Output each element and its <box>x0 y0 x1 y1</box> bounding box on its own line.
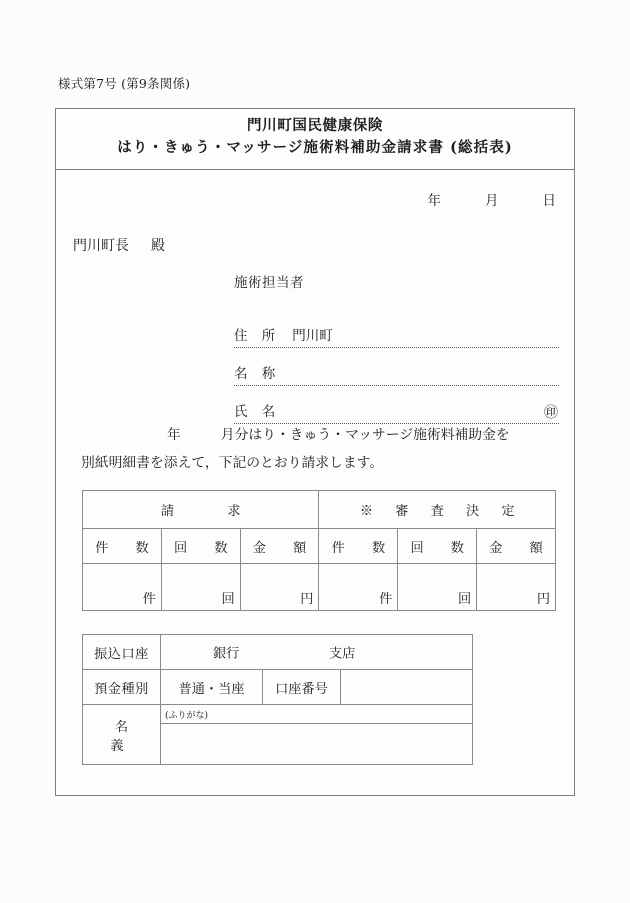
claim-value-review-cases[interactable]: 件 <box>319 564 398 611</box>
practitioner-office-row[interactable] <box>234 348 559 386</box>
claim-col-review-cases: 件 数 <box>319 529 398 564</box>
claim-col-request-times: 回 数 <box>161 529 240 564</box>
bank-table <box>82 634 473 765</box>
title-line-2: はり・きゅう・マッサージ施術料補助金請求書 (総括表) <box>117 138 513 156</box>
claim-group-request: 請 求 <box>83 491 319 529</box>
addressee-honorific: 殿 <box>151 238 165 254</box>
claim-value-request-cases[interactable]: 件 <box>83 564 162 611</box>
practitioner-address-value: 門川町 <box>292 328 333 344</box>
body-year-label: 年 <box>167 427 181 443</box>
form-frame <box>55 108 575 796</box>
deposit-type-value[interactable]: 普通・当座 <box>161 670 263 705</box>
account-number-value[interactable] <box>341 670 473 705</box>
title-block <box>56 109 574 170</box>
addressee-name: 門川町長 <box>73 238 129 254</box>
practitioner-block <box>234 271 559 424</box>
claim-table-group-row <box>83 491 556 529</box>
practitioner-address-label-group <box>234 324 333 344</box>
date-day-label: 日 <box>542 193 556 209</box>
account-number-label: 口座番号 <box>263 670 341 705</box>
holder-label: 名 義 <box>83 705 161 765</box>
claim-table-header-row <box>83 529 556 564</box>
practitioner-name-label-group <box>234 400 280 420</box>
bank-transfer-label: 振込口座 <box>83 635 161 670</box>
practitioner-address-row[interactable] <box>234 310 559 348</box>
furigana-label[interactable]: (ふりがな) <box>161 705 473 724</box>
bank-name-branch-cell[interactable] <box>161 635 473 670</box>
bank-deposit-row <box>83 670 473 705</box>
claim-col-request-amount: 金 額 <box>240 529 319 564</box>
claim-col-request-cases: 件 数 <box>83 529 162 564</box>
practitioner-name-label: 氏 名 <box>234 404 281 420</box>
holder-value[interactable] <box>161 724 473 765</box>
bank-furigana-row <box>83 705 473 724</box>
body-paragraph <box>81 421 559 478</box>
claim-table <box>82 490 556 611</box>
practitioner-name-row[interactable] <box>234 386 559 424</box>
title-line-1: 門川町国民健康保険 <box>247 117 383 134</box>
claim-value-request-times[interactable]: 回 <box>161 564 240 611</box>
deposit-type-label: 預金種別 <box>83 670 161 705</box>
date-month-label: 月 <box>485 193 499 209</box>
addressee <box>73 235 165 255</box>
claim-value-review-amount[interactable]: 円 <box>477 564 556 611</box>
practitioner-office-label-group <box>234 362 280 382</box>
claim-value-request-amount[interactable]: 円 <box>240 564 319 611</box>
claim-value-review-times[interactable]: 回 <box>398 564 477 611</box>
branch-label: 支店 <box>329 646 356 662</box>
bank-label: 銀行 <box>213 646 240 662</box>
claim-col-review-times: 回 数 <box>398 529 477 564</box>
claim-group-review: ※ 審 査 決 定 <box>319 491 556 529</box>
claim-table-value-row <box>83 564 556 611</box>
body-line-1-rest: 月分はり・きゅう・マッサージ施術料補助金を <box>220 427 510 443</box>
body-line-2: 別紙明細書を添えて，下記のとおり請求します。 <box>81 455 384 472</box>
practitioner-office-label: 名 称 <box>234 366 281 382</box>
practitioner-address-label: 住 所 <box>234 328 281 344</box>
practitioner-heading: 施術担当者 <box>234 275 304 291</box>
date-line <box>428 189 557 209</box>
claim-col-review-amount: 金 額 <box>477 529 556 564</box>
seal-icon: ㊞ <box>544 405 558 421</box>
form-number: 様式第7号 (第9条関係) <box>58 76 191 91</box>
date-year-label: 年 <box>427 193 441 209</box>
bank-transfer-row <box>83 635 473 670</box>
